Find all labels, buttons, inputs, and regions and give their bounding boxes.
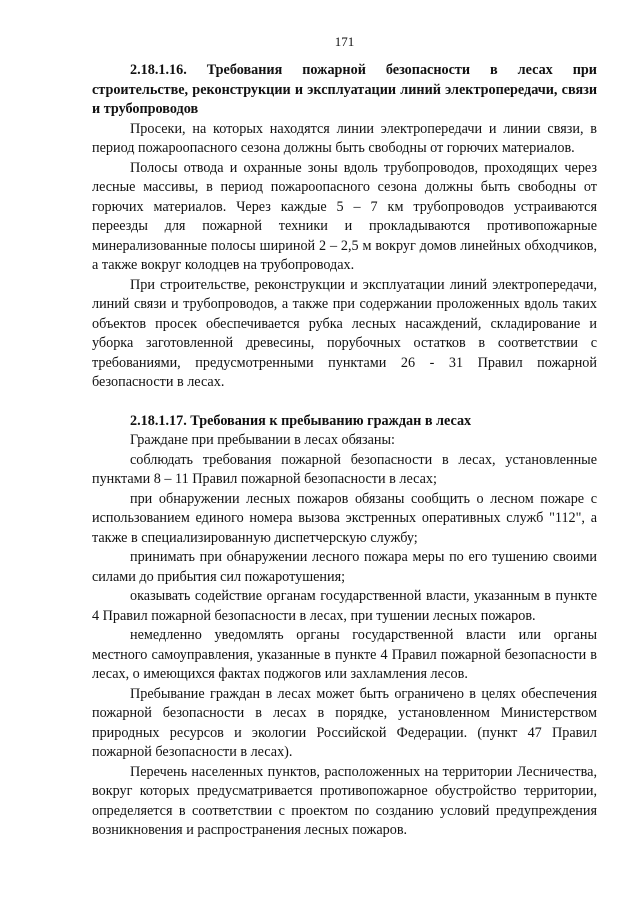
paragraph-pipelines: Полосы отвода и охранные зоны вдоль трубопроводов, проходящих через лесные массивы, в период пожароопасного сезона должны быть свободны от горючих материалов. Через каждые 5 – 7 км трубопроводов устраиваются переезды для пожарной техники и прокладываются противопожарные минерализованные полосы шириной 2 – 2,5 м вокруг домов линейных обходчиков, а также вокруг колодцев на трубопроводах. [92, 159, 597, 273]
section-heading-2-18-1-17: 2.18.1.17. Требования к пребыванию граждан в лесах [130, 412, 472, 429]
paragraph-settlements-list: Перечень населенных пунктов, расположенных на территории Лесничества, вокруг которых предусматривается противопожарное обустройство территории, определяется в соответствии с проектом по созданию условий предупреждения возникновения и распространения лесных пожаров. [92, 763, 597, 838]
paragraph-construction: При строительстве, реконструкции и эксплуатации линий электропередачи, линий связи и трубопроводов, а также при содержании проложенных вдоль таких объектов просек обеспечивается рубка лесных насаждений, складирование и уборка заготовленной древесины, порубочных остатков в соответствии с требованиями, предусмотренными пунктами 26 - 31 Правил пожарной безопасности в лесах. [92, 276, 597, 390]
paragraph-citizens-obliged: Граждане при пребывании в лесах обязаны: [130, 432, 395, 448]
document-page [92, 34, 597, 841]
paragraph-extinguish: принимать при обнаружении лесного пожара меры по его тушению своими силами до прибытия сил пожаротушения; [92, 549, 597, 585]
section-gap [92, 393, 597, 412]
paragraph-restriction: Пребывание граждан в лесах может быть ограничено в целях обеспечения пожарной безопасности в лесах в порядке, установленном Министерством природных ресурсов и экологии Российской Федерации. (пункт 47 Правил пожарной безопасности в лесах). [92, 685, 597, 760]
paragraph-observe-requirements: соблюдать требования пожарной безопасности в лесах, установленные пунктами 8 – 11 Правил пожарной безопасности в лесах; [92, 451, 597, 487]
paragraph-report-fire: при обнаружении лесных пожаров обязаны сообщить о лесном пожаре с использованием единого номера вызова экстренных оперативных служб "112", а также в специализированную диспетчерскую службу; [92, 490, 597, 546]
paragraph-power-lines-clearings: Просеки, на которых находятся линии электропередачи и линии связи, в период пожароопасного сезона должны быть свободны от горючих материалов. [92, 120, 597, 156]
paragraph-notify-arson: немедленно уведомлять органы государственной власти или органы местного самоуправления, указанные в пункте 4 Правил пожарной безопасности в лесах, о имеющихся фактах поджогов или захламления лесов. [92, 627, 597, 682]
page-number: 171 [334, 34, 355, 49]
paragraph-assist-authorities: оказывать содействие органам государственной власти, указанным в пункте 4 Правил пожарной безопасности в лесах, при тушении лесных пожаров. [92, 588, 597, 624]
section-heading-2-18-1-16: 2.18.1.16. Требования пожарной безопасности в лесах при строительстве, реконструкции и эксплуатации линий электропередачи, связи и трубопроводов [92, 62, 597, 117]
